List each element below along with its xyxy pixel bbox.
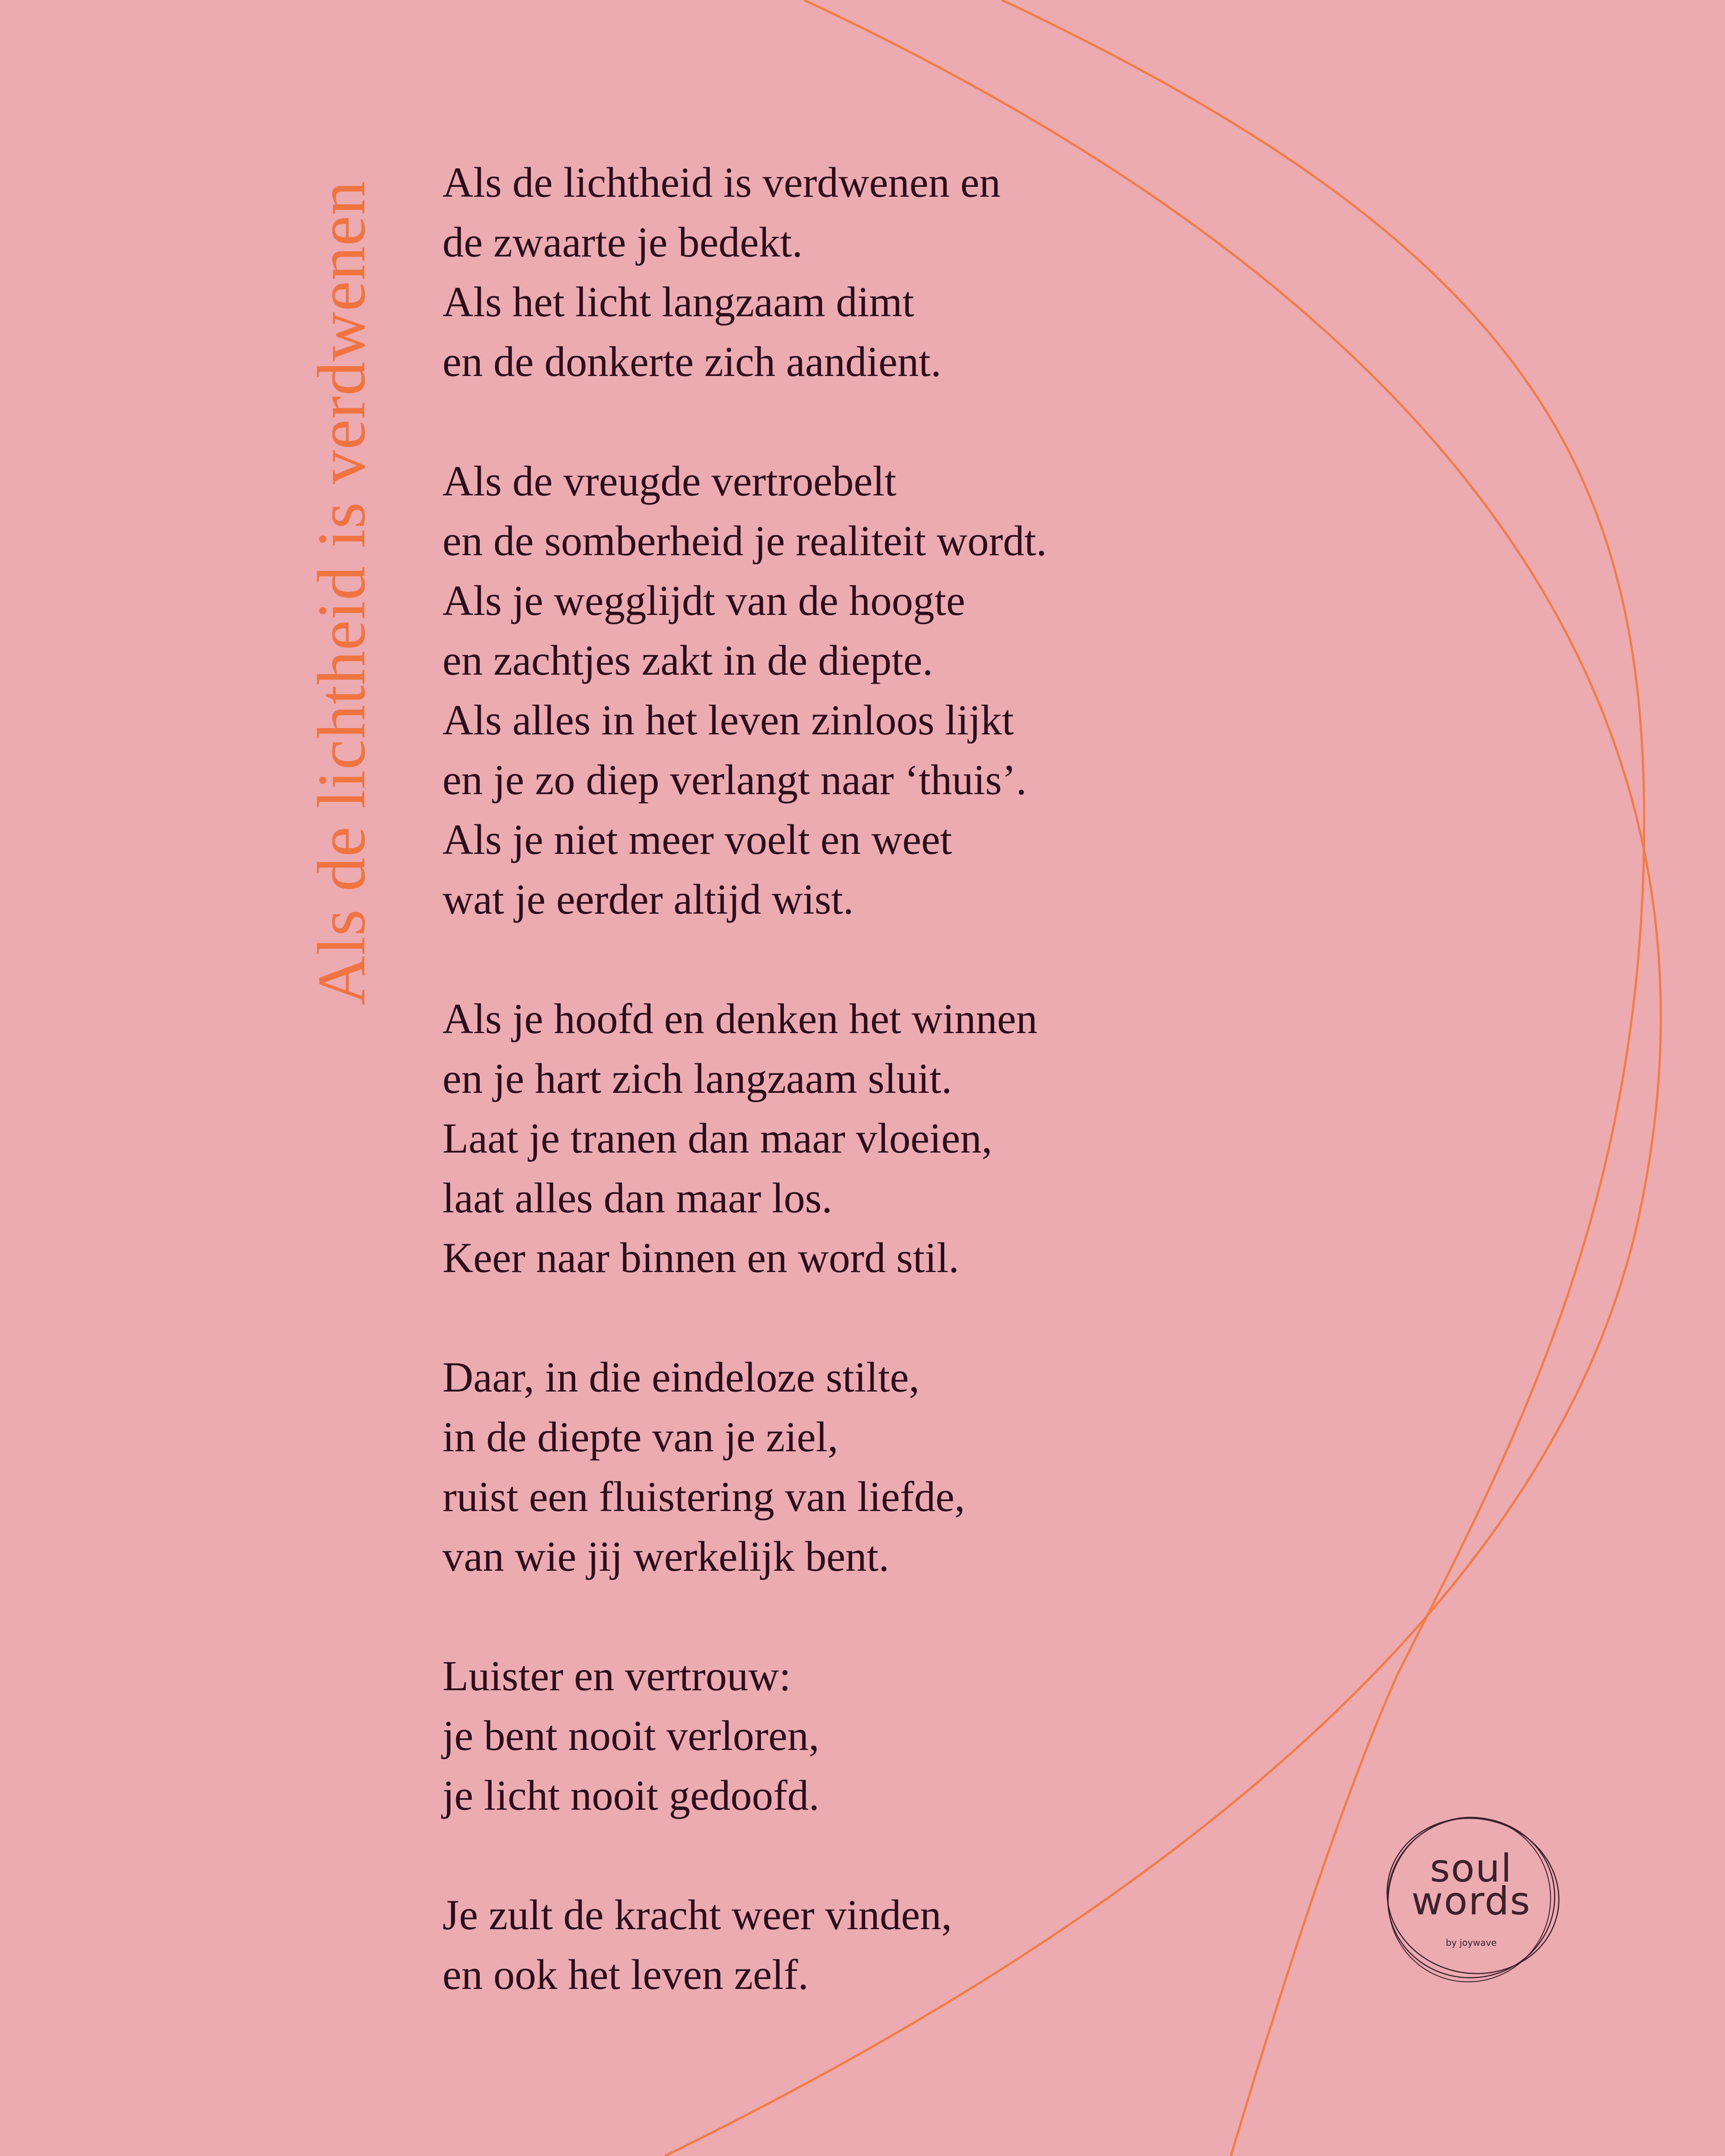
poem-line: en je zo diep verlangt naar ‘thuis’. [442,756,1027,804]
poem-line: en ook het leven zelf. [442,1951,809,1998]
logo-byline: by joywave [1446,1937,1497,1948]
poem-line: Als je wegglijdt van de hoogte [442,577,965,624]
poem-line: en de somberheid je realiteit wordt. [442,517,1047,565]
poem-title: Als de lichtheid is verdwenen [304,181,379,1005]
poem-line: in de diepte van je ziel, [442,1413,839,1461]
poem-line: ruist een fluistering van liefde, [442,1473,965,1520]
poem-line: Laat je tranen dan maar vloeien, [442,1114,992,1162]
poem-line: Je zult de kracht weer vinden, [442,1891,952,1939]
stanza-6 [442,1885,1206,2005]
poem-line: Als de vreugde vertroebelt [442,457,897,505]
stanza-1 [442,153,1206,392]
soul-words-logo [1377,1808,1566,1988]
poem-line: Als alles in het leven zinloos lijkt [442,696,1014,744]
poem-line: Luister en vertrouw: [442,1652,791,1700]
stanza-3 [442,989,1206,1288]
stanza-4 [442,1348,1206,1586]
poem-line: je bent nooit verloren, [442,1712,819,1759]
poem-line: wat je eerder altijd wist. [442,875,854,923]
poem-line: en zachtjes zakt in de diepte. [442,636,933,684]
poem-line: Als je niet meer voelt en weet [442,816,952,863]
poem-line: Keer naar binnen en word stil. [442,1234,960,1281]
logo-word-soul: soul [1430,1846,1513,1891]
poem-line: Als het licht langzaam dimt [442,278,915,326]
poem-line: laat alles dan maar los. [442,1174,832,1222]
stanza-5 [442,1646,1206,1825]
poem-line: Daar, in die eindeloze stilte, [442,1353,920,1401]
poem-line: je licht nooit gedoofd. [442,1772,819,1819]
poem-body [442,153,1206,2005]
poem-line: Als de lichtheid is verdwenen en [442,159,1001,206]
poem-line: de zwaarte je bedekt. [442,218,803,266]
poem-line: Als je hoofd en denken het winnen [442,995,1038,1043]
poem-line: van wie jij werkelijk bent. [442,1533,889,1580]
poem-line: en je hart zich langzaam sluit. [442,1055,952,1102]
stanza-2 [442,451,1206,929]
poem-line: en de donkerte zich aandient. [442,338,942,385]
logo-word-words: words [1411,1879,1531,1924]
